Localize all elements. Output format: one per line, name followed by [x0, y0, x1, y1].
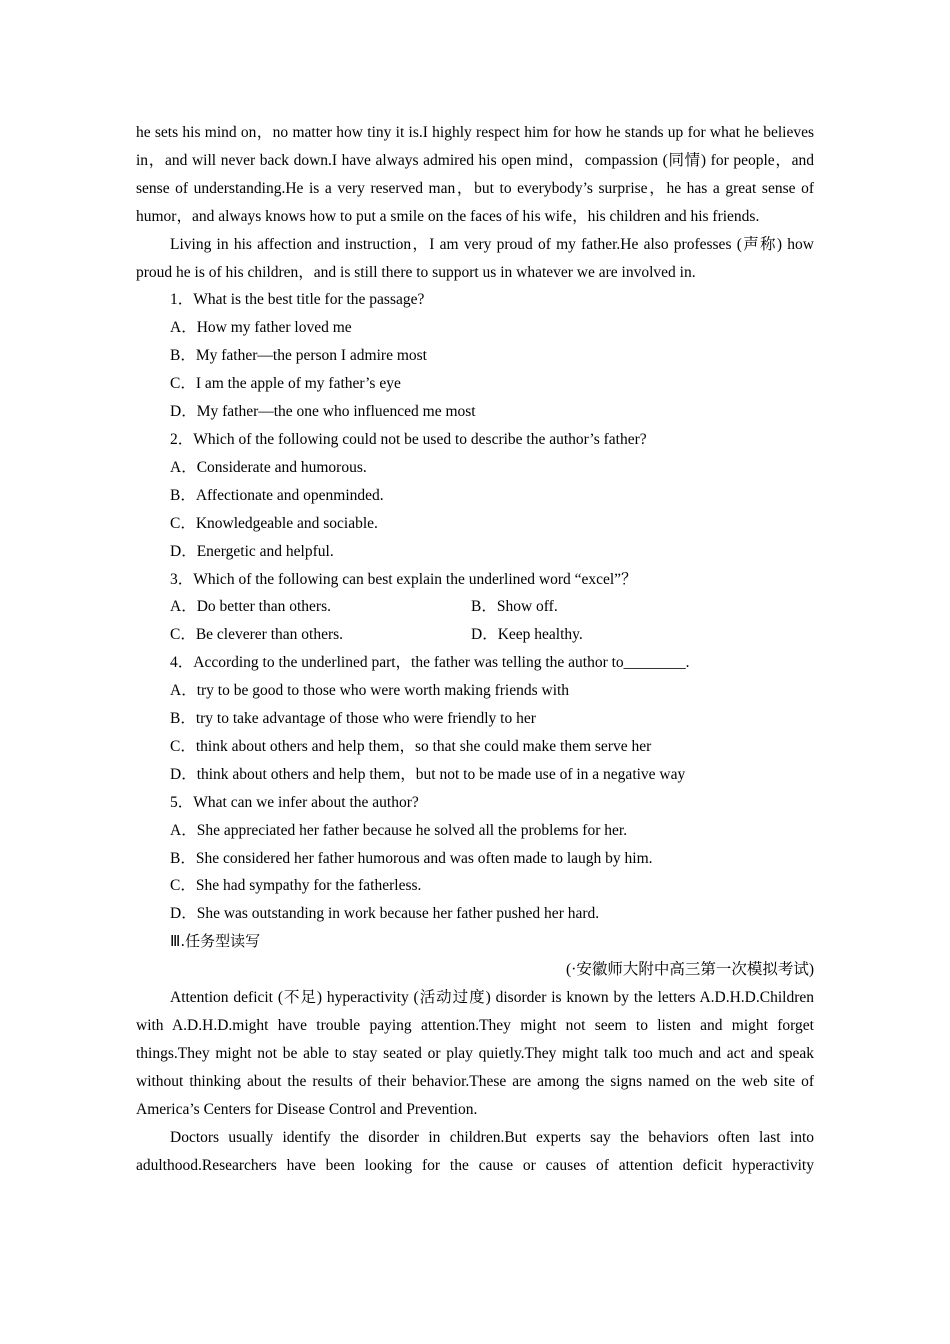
- option-row: [136, 621, 814, 649]
- section-title: Ⅲ.任务型读写: [170, 932, 261, 951]
- question-option: A．try to be good to those who were worth making friends with: [170, 682, 570, 700]
- document-page: [136, 119, 814, 1179]
- question-option: D．think about others and help them，but not to be made use of in a negative way: [170, 765, 686, 783]
- question-option: A．How my father loved me: [170, 319, 352, 337]
- question-option: C．Be cleverer than others.: [170, 626, 344, 644]
- question-1: [136, 286, 814, 426]
- question-option: C．She had sympathy for the fatherless.: [170, 877, 422, 895]
- question-option: A．Considerate and humorous.: [170, 458, 367, 476]
- passage-paragraph-1: he sets his mind on，no matter how tiny it is.I highly respect him for how he stands up for what he believes in，and will never back down.I have always admired his open mind，compassion (同情) for people，and sense of understanding.He is a very reserved man，but to everybody’s surprise，he has a great sense of humor，and always knows how to put a smile on the faces of his wife，his children and his friends.: [136, 124, 814, 225]
- section-paragraph-1: Attention deficit (不足) hyperactivity (活动过度) disorder is known by the letters A.D.H.D.Children with A.D.H.D.might have trouble paying attention.They might not seem to listen and might forget things.They might not be able to stay seated or play quietly.They might talk too much and act and speak without thinking about the results of their behavior.These are among the signs named on the web site of America’s Centers for Disease Control and Prevention.: [136, 989, 814, 1118]
- question-option: B．Show off.: [471, 598, 558, 616]
- question-stem: 3．Which of the following can best explain the underlined word “excel”？: [170, 570, 637, 588]
- question-option: C．Knowledgeable and sociable.: [170, 514, 378, 532]
- question-stem: 4．According to the underlined part，the father was telling the author to________.: [170, 654, 690, 672]
- question-option: C．think about others and help them，so that she could make them serve her: [170, 737, 652, 755]
- question-option: B．try to take advantage of those who were friendly to her: [170, 710, 536, 728]
- question-5: [136, 789, 814, 929]
- question-option: D．Energetic and helpful.: [170, 542, 334, 560]
- section-paragraph-2: Doctors usually identify the disorder in children.But experts say the behaviors often last into adulthood.Researchers have been looking for the cause or causes of attention deficit hyperactivity: [136, 1128, 814, 1174]
- passage-paragraph-2: Living in his affection and instruction，I am very proud of my father.He also professes (声称) how proud he is of his children，and is still there to support us in whatever we are involved in.: [136, 235, 814, 281]
- source-citation: (·安徽师大附中高三第一次模拟考试): [566, 961, 814, 979]
- question-stem: 2．Which of the following could not be used to describe the author’s father?: [170, 430, 647, 448]
- question-option: C．I am the apple of my father’s eye: [170, 375, 401, 393]
- question-2: [136, 426, 814, 566]
- question-3: [136, 566, 814, 650]
- question-4: [136, 649, 814, 789]
- question-stem: 1．What is the best title for the passage?: [170, 291, 425, 309]
- question-option: B．She considered her father humorous and was often made to laugh by him.: [170, 849, 653, 867]
- question-option: A．Do better than others.: [170, 598, 331, 616]
- question-option: D．Keep healthy.: [471, 626, 583, 644]
- question-stem: 5．What can we infer about the author?: [170, 793, 419, 811]
- question-option: A．She appreciated her father because he solved all the problems for her.: [170, 821, 628, 839]
- question-option: B．My father—the person I admire most: [170, 347, 427, 365]
- question-option: B．Affectionate and openminded.: [170, 486, 384, 504]
- question-option: D．My father—the one who influenced me most: [170, 403, 476, 421]
- question-option: D．She was outstanding in work because her father pushed her hard.: [170, 905, 600, 923]
- option-row: [136, 593, 814, 621]
